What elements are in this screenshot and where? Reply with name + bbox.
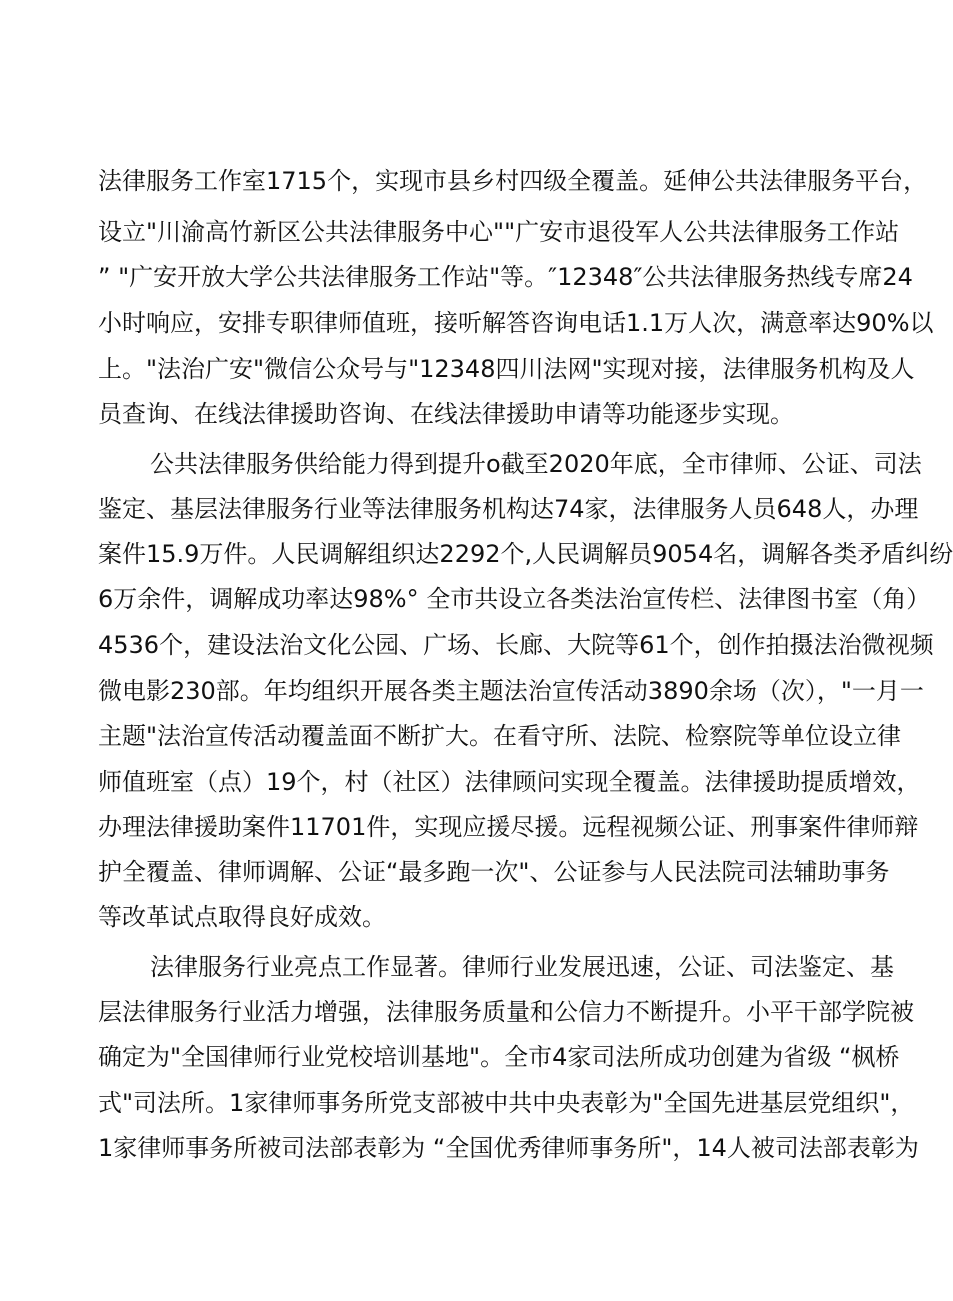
paragraph-line: 6万余件，调解成功率达98%° 全市共设立各类法治宣传栏、法律图书室（角）	[98, 585, 931, 613]
paragraph-line: 护全覆盖、律师调解、公证“最多跑一次"、公证参与人民法院司法辅助事务	[98, 858, 890, 886]
paragraph-line: 层法律服务行业活力增强，法律服务质量和公信力不断提升。小平干部学院被	[98, 998, 914, 1026]
paragraph-line: 式"司法所。1家律师事务所党支部被中共中央表彰为"全国先进基层党组织"，	[98, 1089, 915, 1117]
paragraph-line: 法律服务工作室1715个，实现市县乡村四级全覆盖。延伸公共法律服务平台，	[98, 167, 928, 195]
paragraph-line: 4536个，建设法治文化公园、广场、长廊、大院等61个，创作拍摄法治微视频	[98, 631, 934, 659]
paragraph-line: 微电影230部。年均组织开展各类主题法治宣传活动3890余场（次），"一月一	[98, 677, 924, 705]
paragraph-line: ” "广安开放大学公共法律服务工作站"等。″12348″公共法律服务热线专席24	[98, 263, 913, 291]
paragraph-line: 1家律师事务所被司法部表彰为 “全国优秀律师事务所"，14人被司法部表彰为	[98, 1134, 919, 1162]
paragraph-line: 等改革试点取得良好成效。	[98, 903, 386, 931]
paragraph-line: 主题"法治宣传活动覆盖面不断扩大。在看守所、法院、检察院等单位设立律	[98, 722, 902, 750]
paragraph-line: 小时响应，安排专职律师值班，接听解答咨询电话1.1万人次，满意率达90%以	[98, 309, 934, 337]
paragraph-line: 上。"法治广安"微信公众号与"12348四川法网"实现对接，法律服务机构及人	[98, 355, 915, 383]
paragraph-line: 公共法律服务供给能力得到提升o截至2020年底，全市律师、公证、司法	[150, 450, 922, 478]
paragraph-line: 鉴定、基层法律服务行业等法律服务机构达74家，法律服务人员648人，办理	[98, 495, 919, 523]
paragraph-line: 案件15.9万件。人民调解组织达2292个,人民调解员9054名，调解各类矛盾纠纷	[98, 540, 953, 568]
paragraph-line: 确定为"全国律师行业党校培训基地"。全市4家司法所成功创建为省级 “枫桥	[98, 1043, 900, 1071]
paragraph-line: 员查询、在线法律援助咨询、在线法律援助申请等功能逐步实现。	[98, 400, 794, 428]
paragraph-line: 办理法律援助案件11701件，实现应援尽援。远程视频公证、刑事案件律师辩	[98, 813, 919, 841]
paragraph-line: 设立"川渝高竹新区公共法律服务中心""广安市退役军人公共法律服务工作站	[98, 218, 900, 246]
paragraph-line: 师值班室（点）19个，村（社区）法律顾问实现全覆盖。法律援助提质增效，	[98, 768, 921, 796]
paragraph-line: 法律服务行业亮点工作显著。律师行业发展迅速，公证、司法鉴定、基	[150, 953, 894, 981]
